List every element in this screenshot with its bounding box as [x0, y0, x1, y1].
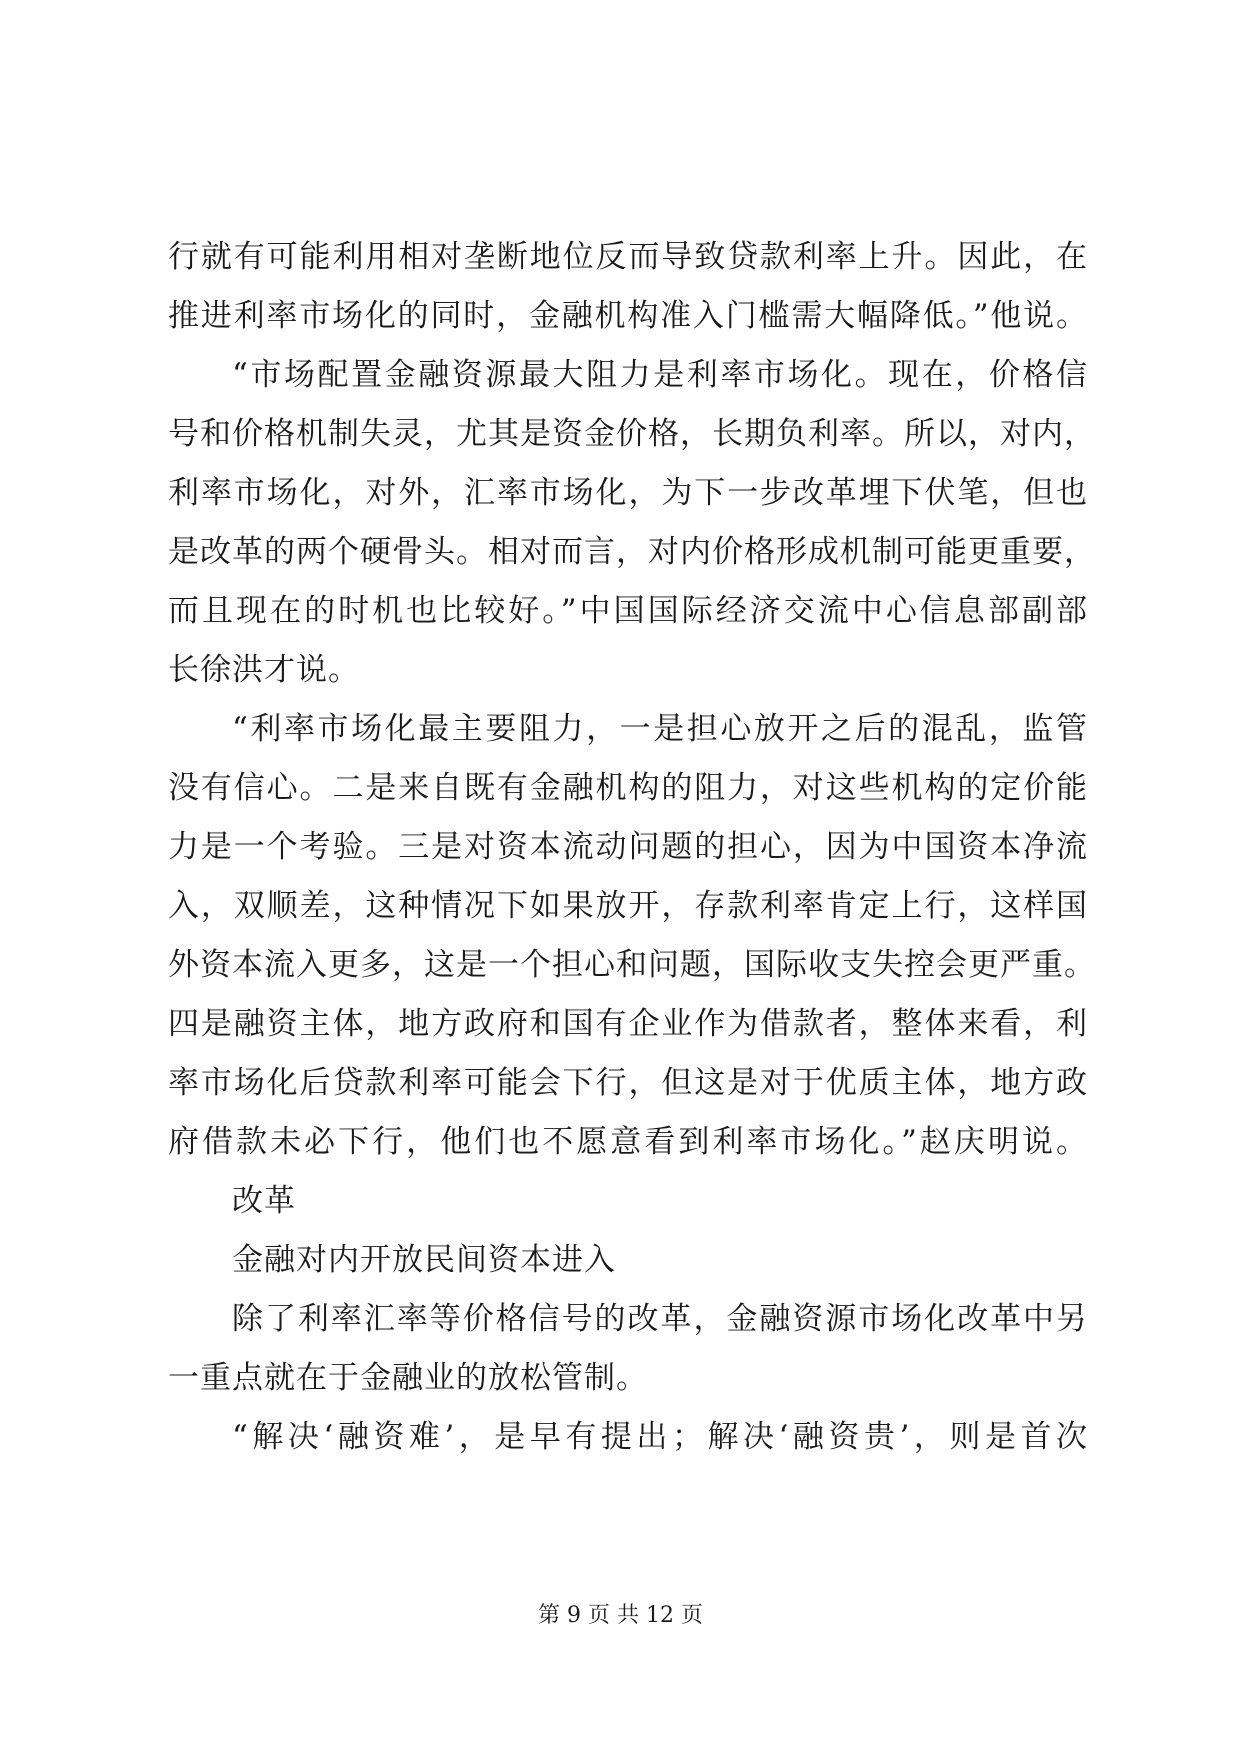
text-line: 一重点就在于金融业的放松管制。 — [168, 1360, 648, 1396]
text-line: 除了利率汇率等价格信号的改革，金融资源市场化改革中另 — [232, 1301, 1088, 1337]
text-line: 力是一个考验。三是对资本流动问题的担心，因为中国资本净流 — [168, 829, 1088, 865]
text-line: 金融对内开放民间资本进入 — [232, 1242, 616, 1278]
text-line: 改革 — [232, 1183, 296, 1219]
text-line: “利率市场化最主要阻力，一是担心放开之后的混乱，监管 — [232, 711, 1088, 747]
text-line: 外资本流入更多，这是一个担心和问题，国际收支失控会更严重。 — [168, 947, 1096, 983]
text-line: 是改革的两个硬骨头。相对而言，对内价格形成机制可能更重要， — [168, 534, 1096, 570]
text-line: 长徐洪才说。 — [168, 652, 360, 688]
page-footer: 第 9 页 共 12 页 — [538, 1603, 703, 1628]
text-line: 利率市场化，对外，汇率市场化，为下一步改革埋下伏笔，但也 — [168, 475, 1088, 511]
text-line: 推进利率市场化的同时，金融机构准入门槛需大幅降低。”他说。 — [168, 298, 1088, 334]
text-line: 入，双顺差，这种情况下如果放开，存款利率肯定上行，这样国 — [168, 888, 1088, 924]
text-line: 行就有可能利用相对垄断地位反而导致贷款利率上升。因此，在 — [168, 239, 1088, 275]
text-line: “市场配置金融资源最大阻力是利率市场化。现在，价格信 — [232, 357, 1088, 393]
text-line: 率市场化后贷款利率可能会下行，但这是对于优质主体，地方政 — [168, 1065, 1088, 1101]
text-line: 而且现在的时机也比较好。”中国国际经济交流中心信息部副部 — [168, 593, 1088, 629]
text-line: 号和价格机制失灵，尤其是资金价格，长期负利率。所以，对内， — [168, 416, 1096, 452]
text-line: 府借款未必下行，他们也不愿意看到利率市场化。”赵庆明说。 — [168, 1124, 1088, 1160]
text-line: 没有信心。二是来自既有金融机构的阻力，对这些机构的定价能 — [168, 770, 1088, 806]
document-body — [168, 228, 1096, 1467]
text-line: 四是融资主体，地方政府和国有企业作为借款者，整体来看，利 — [168, 1006, 1088, 1042]
text-line: “解决‘融资难’，是早有提出；解决‘融资贵’，则是首次 — [232, 1419, 1088, 1455]
